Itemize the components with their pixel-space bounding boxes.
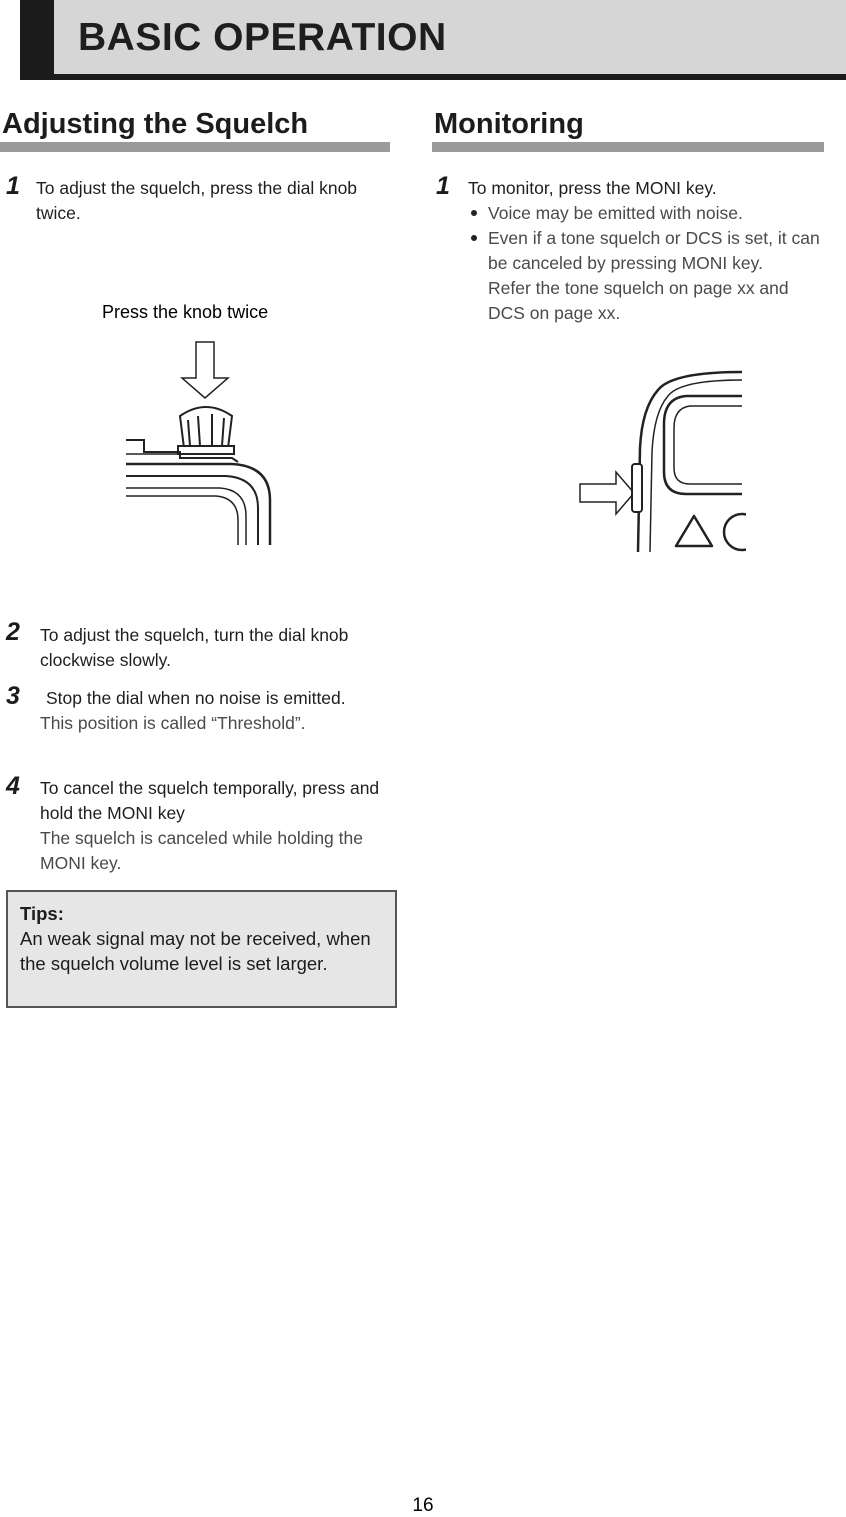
header-underline — [20, 74, 846, 80]
list-item: Voice may be emitted with noise. — [468, 201, 824, 226]
tips-text: An weak signal may not be received, when the squelch volume level is set larger. — [20, 928, 371, 974]
step-text-main: To cancel the squelch temporally, press and hold the MONI key — [40, 778, 380, 823]
down-arrow-icon — [182, 342, 228, 398]
page-number: 16 — [412, 1495, 434, 1516]
section-title-monitoring: Monitoring — [434, 108, 584, 140]
figure-caption: Press the knob twice — [102, 302, 269, 322]
list-item: Even if a tone squelch or DCS is set, it can be canceled by pressing MONI key. — [468, 226, 824, 276]
header-black-block — [20, 0, 54, 80]
step-number: 3 — [6, 682, 20, 710]
step-text-main: To monitor, press the MONI key. — [468, 178, 717, 198]
step-number: 1 — [6, 172, 20, 200]
radio-side-illustration — [576, 368, 746, 552]
section-rule-monitoring — [432, 142, 824, 152]
step-text — [468, 176, 824, 326]
step-text — [40, 686, 370, 736]
step-text — [40, 776, 405, 876]
section-title-squelch: Adjusting the Squelch — [2, 108, 309, 140]
step-number: 1 — [436, 172, 450, 200]
radio-knob-illustration — [120, 340, 280, 550]
tips-title: Tips: — [20, 903, 64, 924]
bullet-list — [468, 201, 824, 276]
step-note: The squelch is canceled while holding the MONI key. — [40, 828, 363, 873]
step-note: This position is called “Threshold”. — [40, 713, 306, 733]
step-text-main: Stop the dial when no noise is emitted. — [46, 688, 346, 708]
right-arrow-icon — [580, 472, 634, 514]
section-rule-squelch — [0, 142, 390, 152]
step-number: 2 — [6, 618, 20, 646]
step-number: 4 — [6, 772, 20, 800]
step-text: To adjust the squelch, turn the dial knob clockwise slowly. — [40, 625, 349, 670]
step-note: Refer the tone squelch on page xx and DCS on page xx. — [488, 278, 789, 323]
step-text: To adjust the squelch, press the dial knob twice. — [36, 178, 358, 223]
tips-box — [6, 890, 397, 1008]
page-title: BASIC OPERATION — [78, 16, 447, 59]
